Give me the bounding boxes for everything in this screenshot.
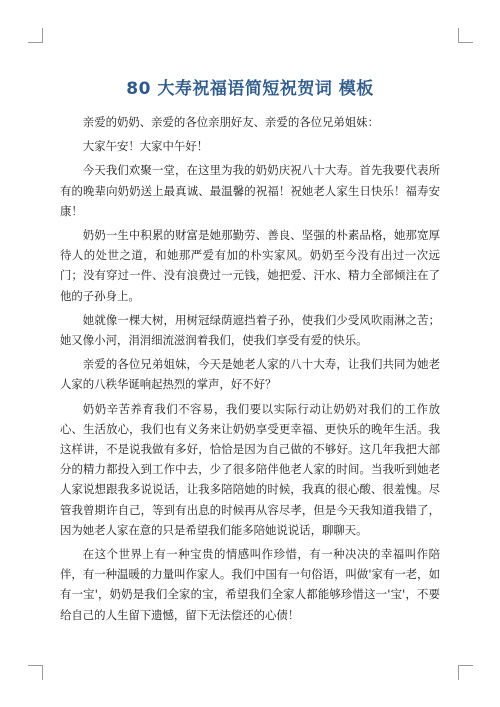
- paragraph-salutation: 亲爱的奶奶、亲爱的各位亲朋好友、亲爱的各位兄弟姐妹：: [82, 115, 379, 129]
- document-body: [60, 112, 440, 629]
- crop-mark-bottom-right: [458, 665, 473, 680]
- paragraph-tree-metaphor: 她就像一棵大树，用树冠绿荫遮挡着子孙，使我们少受风吹雨淋之苦；她又像小河，涓涓细流滋润着我们，使我们享受有爱的快乐。: [60, 312, 440, 348]
- paragraph-character: 奶奶一生中积累的财富是她那勤劳、善良、坚强的朴素品格，她那宽厚待人的处世之道，和她那严爱有加的朴实家风。奶奶至今没有出过一次远门；没有穿过一件、没有浪费过一元钱，她把爱、汗水、精力全部倾注在了他的子孙身上。: [60, 228, 440, 303]
- paragraph-intro: 今天我们欢聚一堂，在这里为我的奶奶庆祝八十大寿。首先我要代表所有的晚辈向奶奶送上最真诚、最温馨的祝福！祝她老人家生日快乐！福寿安康！: [60, 163, 440, 218]
- paragraph-greeting: 大家午安！大家中午好！: [82, 139, 209, 154]
- document-title: 80 大寿祝福语简短祝贺词 模板: [126, 79, 374, 100]
- paragraph-closing: 在这个世界上有一种宝贵的情感叫作珍惜，有一种决决的幸福叫作陪伴，有一种温暖的力量叫作家人。我们中国有一句俗语，叫做'家有一老，如有一宝'，奶奶是我们全家的宝，希望我们全家人都能够珍惜这一'宝'，不要给自己的人生留下遗憾，留下无法偿还的心债！: [60, 547, 440, 622]
- paragraph-reflection: 奶奶辛苦养育我们不容易，我们要以实际行动让奶奶对我们的工作放心、生活放心，我们也有义务来让奶奶享受更幸福、更快乐的晚年生活。我这样讲，不是说我做有多好，恰恰是因为自己做的不够好。这几年我把大部分的精力都投入到工作中去，少了很多陪伴他老人家的时间。当我听到她老人家说想跟我多说说话，让我多陪陪她的时候，我真的很心酸、很羞愧。尽管我曾期许自己，等到有出息的时候再从容尽孝，但是今天我知道我错了，因为她老人家在意的只是希望我们能多陪她说说话，聊聊天。: [60, 401, 440, 537]
- crop-mark-top-left: [28, 28, 43, 43]
- crop-mark-top-right: [458, 28, 473, 43]
- paragraph-applause: 亲爱的各位兄弟姐妹，今天是她老人家的八十大寿，让我们共同为她老人家的八秩华诞响起热烈的掌声，好不好？: [60, 357, 440, 392]
- crop-mark-bottom-left: [28, 665, 43, 680]
